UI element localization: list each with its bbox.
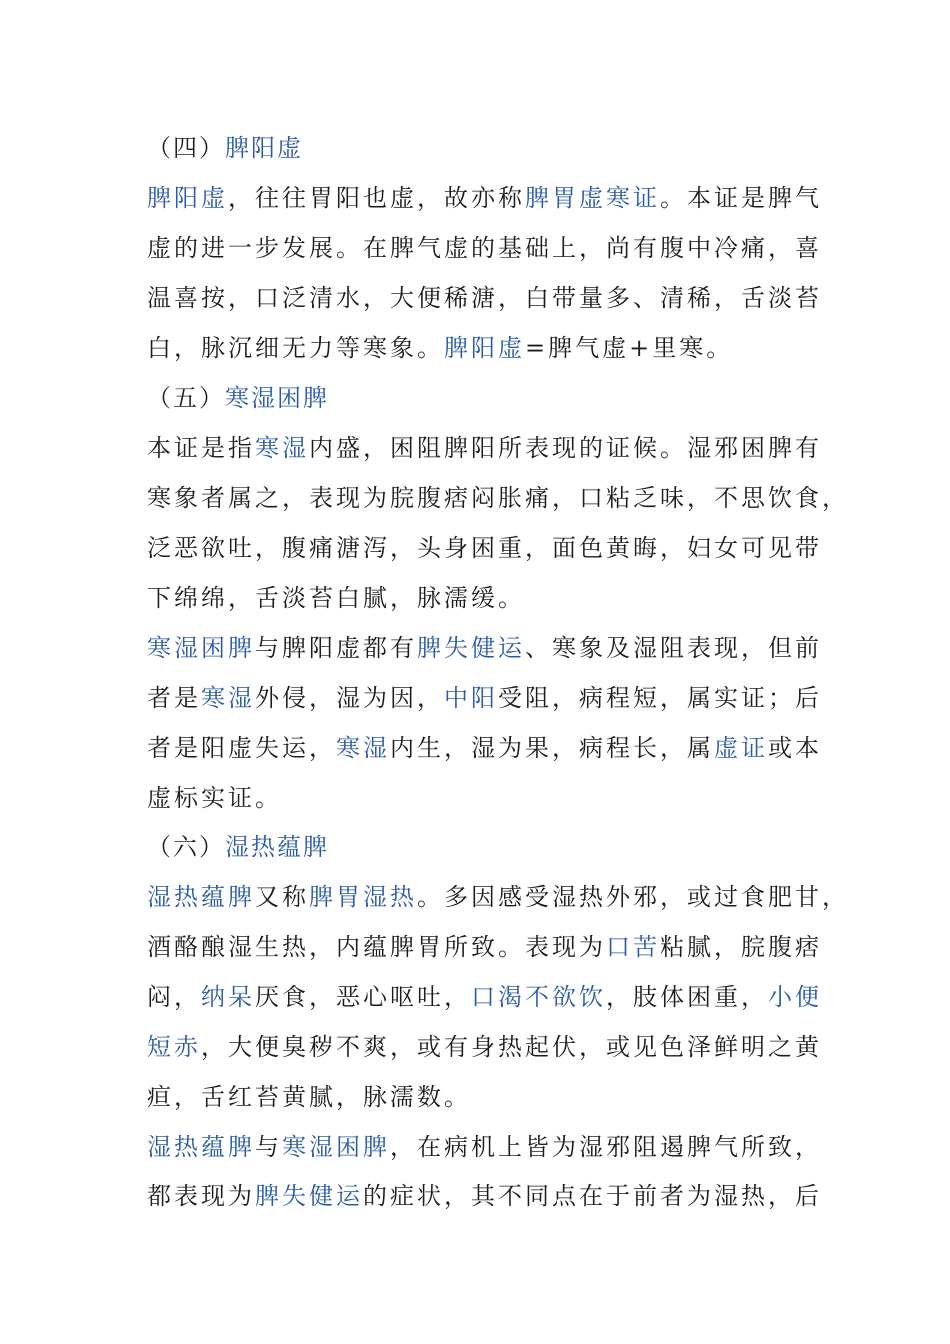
paragraph-line <box>147 1032 822 1062</box>
term-link[interactable]: 虚证 <box>714 734 768 762</box>
term-link[interactable]: 脾失健运 <box>417 634 525 662</box>
text-segment: ，往往胃阳也虚，故亦称 <box>228 184 525 212</box>
section-6-title-link[interactable]: 湿热蕴脾 <box>225 833 329 861</box>
section-5-title-link[interactable]: 寒湿困脾 <box>225 384 329 412</box>
section-4-title-link[interactable]: 脾阳虚 <box>225 134 303 162</box>
text-segment: 泛恶欲吐，腹痛溏泻，头身困重，面色黄晦，妇女可见带 <box>147 534 822 562</box>
text-segment: 。本证是脾气 <box>660 184 822 212</box>
paragraph-line <box>147 433 822 463</box>
text-segment: 本证是指 <box>147 434 255 462</box>
paragraph-line <box>147 333 733 363</box>
text-segment: ，肢体困重， <box>606 983 768 1011</box>
term-link[interactable]: 寒湿困脾 <box>147 634 255 662</box>
section-5-heading <box>147 383 329 413</box>
paragraph-line <box>147 233 822 263</box>
text-segment: 虚标实证。 <box>147 784 282 812</box>
paragraph-line <box>147 982 822 1012</box>
term-link[interactable]: 脾胃湿热 <box>309 883 417 911</box>
text-segment: 寒象者属之，表现为脘腹痞闷胀痛，口粘乏味，不思饮食， <box>147 484 849 512</box>
text-segment: 虚的进一步发展。在脾气虚的基础上，尚有腹中冷痛，喜 <box>147 234 822 262</box>
term-link[interactable]: 寒湿 <box>336 734 390 762</box>
paragraph-line <box>147 283 822 313</box>
text-segment: 闷， <box>147 983 201 1011</box>
text-segment: 酒酪酿湿生热，内蕴脾胃所致。表现为 <box>147 933 606 961</box>
term-link[interactable]: 湿热蕴脾 <box>147 883 255 911</box>
text-segment: 厌食，恶心呕吐， <box>255 983 471 1011</box>
paragraph-line <box>147 733 822 763</box>
text-segment: 内生，湿为果，病程长，属 <box>390 734 714 762</box>
paragraph-line <box>147 932 822 962</box>
text-segment: 的症状，其不同点在于前者为湿热，后 <box>363 1182 822 1210</box>
paragraph-line <box>147 183 822 213</box>
term-link[interactable]: 寒湿 <box>255 434 309 462</box>
section-4-number: （四） <box>147 134 225 162</box>
paragraph-line <box>147 1082 471 1112</box>
term-link[interactable]: 寒湿 <box>201 684 255 712</box>
text-segment: 者是 <box>147 684 201 712</box>
text-segment: 受阻，病程短，属实证；后 <box>498 684 822 712</box>
text-segment: ，在病机上皆为湿邪阻遏脾气所致， <box>390 1133 822 1161</box>
paragraph-line <box>147 583 525 613</box>
text-segment: 与脾阳虚都有 <box>255 634 417 662</box>
text-segment: 又称 <box>255 883 309 911</box>
term-link[interactable]: 短赤 <box>147 1033 201 1061</box>
text-segment: 外侵，湿为因， <box>255 684 444 712</box>
text-segment: 温喜按，口泛清水，大便稀溏，白带量多、清稀，舌淡苔 <box>147 284 822 312</box>
text-segment: 内盛，困阻脾阳所表现的证候。湿邪困脾有 <box>309 434 822 462</box>
paragraph-line <box>147 683 822 713</box>
paragraph-line <box>147 882 849 912</box>
term-link[interactable]: 脾胃虚寒证 <box>525 184 660 212</box>
term-link[interactable]: 口苦 <box>606 933 660 961</box>
section-6-number: （六） <box>147 833 225 861</box>
term-link[interactable]: 脾失健运 <box>255 1182 363 1210</box>
paragraph-line <box>147 1132 822 1162</box>
term-link[interactable]: 纳呆 <box>201 983 255 1011</box>
text-segment: 。多因感受湿热外邪，或过食肥甘， <box>417 883 849 911</box>
section-4-heading <box>147 133 303 163</box>
section-6-heading <box>147 832 329 862</box>
term-link[interactable]: 中阳 <box>444 684 498 712</box>
text-segment: 疸，舌红苔黄腻，脉濡数。 <box>147 1083 471 1111</box>
paragraph-line <box>147 633 822 663</box>
paragraph-line <box>147 533 822 563</box>
term-link[interactable]: 脾阳虚 <box>444 334 525 362</box>
paragraph-line <box>147 1181 822 1211</box>
term-link[interactable]: 小便 <box>768 983 822 1011</box>
paragraph-line <box>147 483 849 513</box>
term-link[interactable]: 脾阳虚 <box>147 184 228 212</box>
text-segment: =脾气虚+里寒。 <box>525 334 734 362</box>
text-segment: 者是阳虚失运， <box>147 734 336 762</box>
text-segment: 白，脉沉细无力等寒象。 <box>147 334 444 362</box>
text-segment: 粘腻，脘腹痞 <box>660 933 822 961</box>
term-link[interactable]: 湿热蕴脾 <box>147 1133 255 1161</box>
text-segment: 或本 <box>768 734 822 762</box>
text-segment: 、寒象及湿阻表现，但前 <box>525 634 822 662</box>
term-link[interactable]: 口渴不欲饮 <box>471 983 606 1011</box>
text-segment: 与 <box>255 1133 282 1161</box>
text-segment: ，大便臭秽不爽，或有身热起伏，或见色泽鲜明之黄 <box>201 1033 822 1061</box>
text-segment: 都表现为 <box>147 1182 255 1210</box>
section-5-number: （五） <box>147 384 225 412</box>
text-segment: 下绵绵，舌淡苔白腻，脉濡缓。 <box>147 584 525 612</box>
term-link[interactable]: 寒湿困脾 <box>282 1133 390 1161</box>
paragraph-line <box>147 783 282 813</box>
